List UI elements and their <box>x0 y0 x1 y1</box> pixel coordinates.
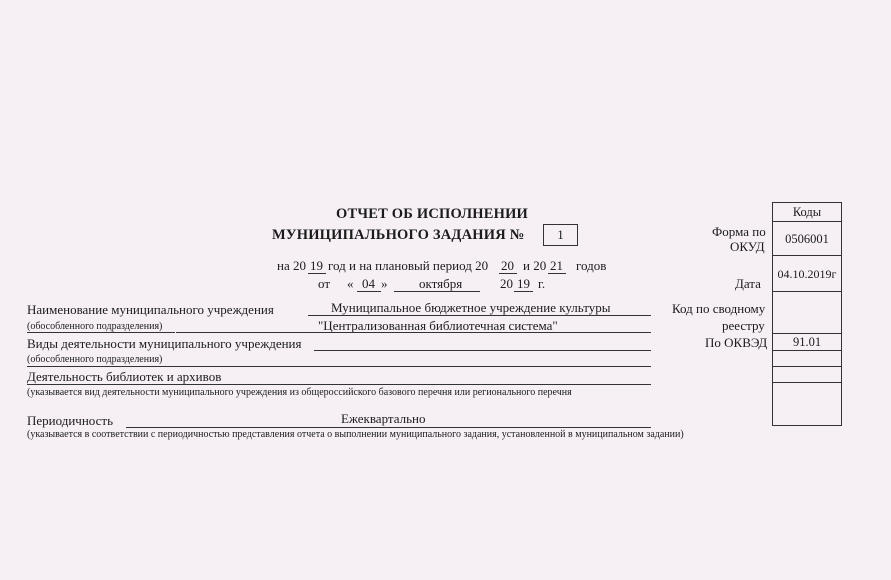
registry-label-2: реестру <box>722 318 765 333</box>
form-okud-label-1: Форма по <box>712 224 766 239</box>
institution-label: Наименование муниципального учреждения <box>27 302 274 317</box>
period-plan-year2: 21 <box>550 258 563 273</box>
date-month: октября <box>419 276 463 291</box>
date-g: г. <box>538 276 546 291</box>
period-prefix: на 20 <box>277 258 306 273</box>
institution-line2-underline <box>176 332 651 333</box>
period-suffix: годов <box>576 258 607 273</box>
date-year-prefix: 20 <box>500 276 513 291</box>
codes-header: Коды <box>792 205 822 219</box>
code-okud: 0506001 <box>773 221 841 255</box>
code-registry <box>773 291 841 333</box>
periodicity-value: Ежеквартально <box>341 411 426 426</box>
period-plan-year1: 20 <box>501 258 514 273</box>
date-year-underline <box>514 291 533 292</box>
periodicity-underline <box>126 427 651 428</box>
periodicity-label: Периодичность <box>27 413 114 428</box>
period-and: и 20 <box>523 258 547 273</box>
activities-value: Деятельность библиотек и архивов <box>27 369 222 384</box>
activities-sublabel: (обособленного подразделения) <box>27 354 163 365</box>
registry-label-1: Код по сводному <box>672 301 766 316</box>
assignment-number: 1 <box>543 224 578 246</box>
date-month-underline <box>394 291 480 292</box>
date-day-underline <box>357 291 381 292</box>
institution-sublabel-underline <box>27 332 175 333</box>
report-title-line2: МУНИЦИПАЛЬНОГО ЗАДАНИЯ № <box>272 227 525 243</box>
periodicity-note: (указывается в соответствии с периодичностью представления отчета о выполнении муниципального задания, установленной в муниципальном задании) <box>27 429 684 440</box>
code-periodicity <box>773 382 841 425</box>
form-okud-label-2: ОКУД <box>730 239 765 254</box>
code-extra-1 <box>773 350 841 366</box>
okved-label: По ОКВЭД <box>705 335 768 350</box>
institution-name-line1: Муниципальное бюджетное учреждение культуры <box>331 300 611 315</box>
period-middle: год и на плановый период 20 <box>328 258 489 273</box>
institution-name-line2: "Централизованная библиотечная система" <box>318 318 558 333</box>
period-plan-year2-underline <box>548 273 566 274</box>
date-close-quote: » <box>381 276 388 291</box>
institution-sublabel: (обособленного подразделения) <box>27 321 163 332</box>
period-year: 19 <box>310 258 323 273</box>
codes-table <box>772 202 842 426</box>
date-from: от <box>318 276 331 291</box>
code-extra-2 <box>773 366 841 382</box>
period-year-underline <box>308 273 326 274</box>
date-open-quote: « <box>347 276 354 291</box>
activities-value-underline <box>27 384 651 385</box>
activities-sublabel-underline <box>27 366 651 367</box>
date-label: Дата <box>735 276 761 291</box>
code-date: 04.10.2019г <box>773 255 841 291</box>
activities-label: Виды деятельности муниципального учреждения <box>27 336 302 351</box>
institution-line1-underline <box>308 315 651 316</box>
activities-label-underline <box>314 350 651 351</box>
date-day: 04 <box>362 276 375 291</box>
period-plan-year1-underline <box>499 273 517 274</box>
report-title-line1: ОТЧЕТ ОБ ИСПОЛНЕНИИ <box>336 206 529 222</box>
date-year: 19 <box>517 276 530 291</box>
activities-note: (указывается вид деятельности муниципального учреждения из общероссийского базового перечня или регионального перечня <box>27 387 572 398</box>
code-okved: 91.01 <box>773 333 841 350</box>
